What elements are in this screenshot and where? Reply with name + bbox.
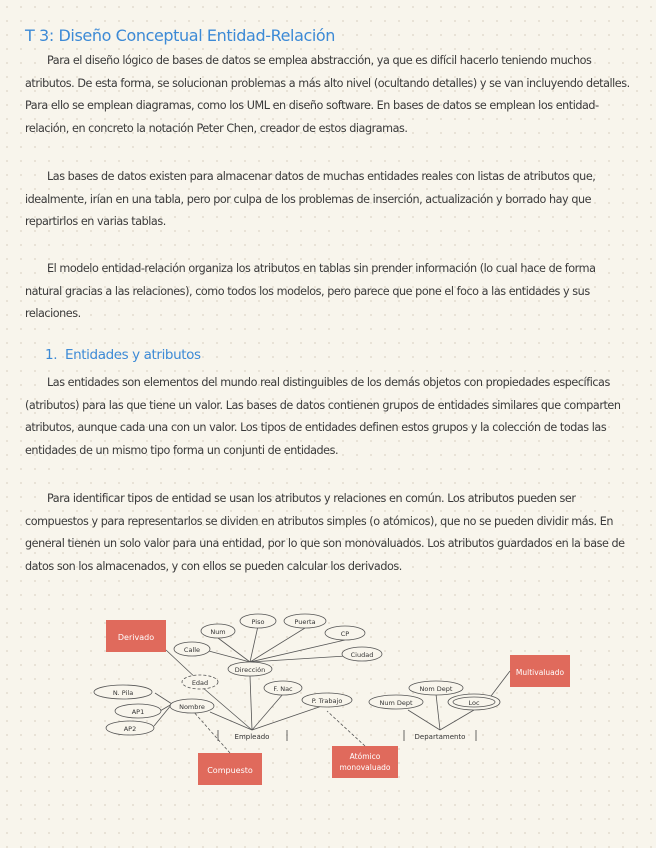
section-title: Entidades y atributos (65, 347, 201, 363)
er-diagram (0, 600, 656, 800)
paragraph-text: Para el diseño lógico de bases de datos se emplea abstracción, ya que es difícil hacerlo teniendo muchos atributos. De esta forma, se solucionan problemas a más alto nivel (ocultando detalles) y se van incluyendo detalles. Para ello se emplean diagramas, como los UML en diseño software. En bases de datos se emplean los entidad-relación, en concreto la notación Peter Chen, creador de estos diagramas. (25, 54, 630, 135)
svg-text:N. Pila: N. Pila (112, 689, 134, 697)
svg-text:Num Dept: Num Dept (379, 699, 413, 707)
attr-loc (448, 694, 500, 710)
paragraph-entidades (25, 372, 631, 462)
svg-text:Multivaluado: Multivaluado (515, 668, 565, 677)
svg-text:Atómico: Atómico (349, 752, 381, 761)
attr-npila (94, 685, 152, 699)
label-compuesto (198, 753, 262, 785)
svg-text:Empleado: Empleado (234, 733, 270, 741)
svg-text:Nom Dept: Nom Dept (419, 685, 453, 693)
section-heading (45, 347, 201, 363)
svg-text:AP1: AP1 (131, 708, 145, 716)
attr-ap1 (115, 704, 161, 718)
svg-text:Piso: Piso (251, 618, 265, 626)
page-title: T 3: Diseño Conceptual Entidad-Relación (25, 26, 336, 45)
attr-ptrabajo (302, 693, 352, 707)
section-number: 1. (45, 347, 58, 363)
entity-departamento (404, 730, 476, 741)
svg-text:CP: CP (340, 630, 350, 638)
label-derivado (106, 620, 166, 652)
svg-text:Compuesto: Compuesto (207, 766, 253, 775)
attr-ap2 (106, 721, 154, 735)
label-atomico-monovaluado (332, 746, 398, 778)
entity-empleado (218, 730, 287, 741)
attr-piso (240, 614, 276, 628)
paragraph-text: Las entidades son elementos del mundo real distinguibles de los demás objetos con propiedades específicas (atributos) para las que tiene un valor. Las bases de datos contienen grupos de entidades similares que comparten atributos, aunque cada una con un valor. Los tipos de entidades definen estos grupos y la colección de todas las entidades de un mismo tipo forma un conjunti de entidades. (25, 376, 621, 457)
svg-text:Ciudad: Ciudad (350, 651, 374, 659)
svg-text:Dirección: Dirección (234, 666, 266, 674)
svg-text:Edad: Edad (191, 679, 209, 687)
attr-fnac (264, 681, 302, 695)
attr-ciudad (342, 647, 382, 661)
svg-text:Loc: Loc (468, 699, 480, 707)
label-multivaluado (510, 655, 570, 687)
paragraph-text: Para identificar tipos de entidad se usan los atributos y relaciones en común. Los atributos pueden ser compuestos y para representarlos se dividen en atributos simples (o atómicos), que no se pueden dividir más. En general tienen un solo valor para una entidad, por lo que son monovaluados. Los atributos guardados en la base de datos son los almacenados, y con ellos se pueden calcular los derivados. (25, 492, 625, 573)
svg-text:F. Nac: F. Nac (273, 685, 293, 693)
svg-text:Calle: Calle (183, 646, 201, 654)
attr-num (201, 624, 235, 638)
attr-calle (174, 642, 210, 656)
svg-text:Nombre: Nombre (179, 703, 205, 711)
svg-text:monovaluado: monovaluado (339, 763, 391, 772)
attr-cp (325, 626, 365, 640)
paragraph-abstraccion (25, 50, 631, 140)
attr-edad (182, 675, 218, 689)
attr-nombre (170, 699, 214, 713)
paragraph-atributos (25, 488, 631, 578)
attr-puerta (284, 614, 326, 628)
attr-numdept (369, 695, 423, 709)
svg-text:Puerta: Puerta (294, 618, 316, 626)
attr-direccion (228, 662, 272, 676)
paragraph-text: El modelo entidad-relación organiza los atributos en tablas sin prender información (lo cual hace de forma natural gracias a las relaciones), como todos los modelos, pero parece que pone el foco a las entidades y sus relaciones. (25, 262, 596, 320)
svg-text:Departamento: Departamento (414, 733, 466, 741)
paragraph-bases-de-datos (25, 166, 631, 234)
paragraph-text: Las bases de datos existen para almacenar datos de muchas entidades reales con listas de atributos que, idealmente, irían en una tabla, pero por culpa de los problemas de inserción, actualización y borrado hay que repartirlos en varias tablas. (25, 170, 596, 228)
paragraph-modelo-er (25, 258, 631, 326)
svg-text:P. Trabajo: P. Trabajo (311, 697, 343, 705)
attr-nomdept (409, 681, 463, 695)
svg-text:Num: Num (210, 628, 226, 636)
svg-text:AP2: AP2 (123, 725, 137, 733)
svg-text:Derivado: Derivado (117, 633, 155, 642)
